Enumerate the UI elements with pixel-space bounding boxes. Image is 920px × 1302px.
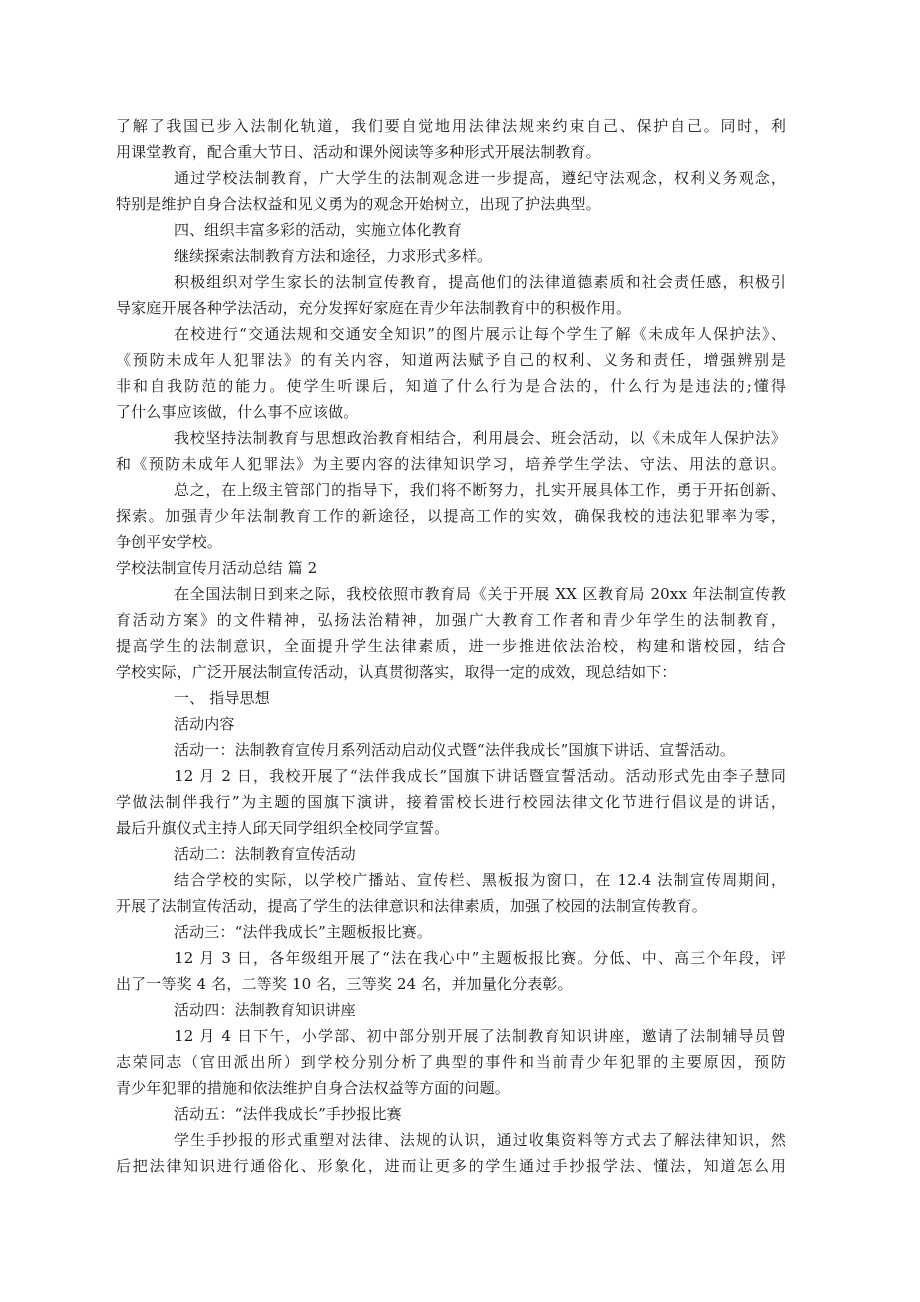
text-line: 后把法律知识进行通俗化、形象化，进而让更多的学生通过手抄报学法、懂法，知道怎么用 [116,1157,786,1175]
text-line: 青少年犯罪的措施和依法维护自身合法权益等方面的问题。 [116,1079,510,1097]
text-line: 用课堂教育，配合重大节日、活动和课外阅读等多种形式开展法制教育。 [116,143,601,161]
text-line: 导家庭开展各种学法活动，充分发挥好家庭在青少年法制教育中的积极作用。 [116,299,632,317]
text-line: 活动三：“法伴我成长”主题板报比赛。 [174,923,433,941]
text-line: 提高学生的法制意识，全面提升学生法律素质，进一步推进依法治校，构建和谐校园，结合 [116,637,786,655]
text-line: 活动四：法制教育知识讲座 [174,1001,356,1019]
text-line: 出了一等奖 4 名，二等奖 10 名，三等奖 24 名，并加量化分表彰。 [116,975,573,993]
text-line: 积极组织对学生家长的法制宣传教育，提高他们的法律道德素质和社会责任感，积极引 [174,273,786,291]
text-line: 活动内容 [174,715,235,733]
text-line: 学生手抄报的形式重塑对法律、法规的认识，通过收集资料等方式去了解法律知识，然 [174,1131,786,1149]
text-line: 非和自我防范的能力。使学生听课后，知道了什么行为是合法的，什么行为是违法的;懂得 [116,377,786,395]
text-line: 学做法制伴我行”为主题的国旗下演讲，接着雷校长进行校园法律文化节进行倡议是的讲话， [116,793,786,811]
text-line: 在校进行“交通法规和交通安全知识”的图片展示让每个学生了解《未成年人保护法》、 [174,325,786,343]
text-line: 活动一：法制教育宣传月系列活动启动仪式暨“法伴我成长”国旗下讲话、宣誓活动。 [174,741,736,759]
text-line: 了什么事应该做，什么事不应该做。 [116,403,359,421]
text-line: 学校法制宣传月活动总结 篇 2 [116,559,318,577]
text-line: 争创平安学校。 [116,533,223,551]
text-line: 开展了法制宣传活动，提高了学生的法律意识和法律素质，加强了校园的法制宣传教育。 [116,897,707,915]
text-line: 通过学校法制教育，广大学生的法制观念进一步提高，遵纪守法观念，权利义务观念， [174,169,786,187]
text-line: 最后升旗仪式主持人邱天同学组织全校同学宣誓。 [116,819,450,837]
text-line: 继续探索法制教育方法和途径，力求形式多样。 [174,247,493,265]
document-body [116,113,786,1179]
text-line: 探索。加强青少年法制教育工作的新途径，以提高工作的实效，确保我校的违法犯罪率为零， [116,507,786,525]
text-line: 12 月 4 日下午，小学部、初中部分别开展了法制教育知识讲座，邀请了法制辅导员曾 [174,1027,786,1045]
text-line: 结合学校的实际，以学校广播站、宣传栏、黑板报为窗口，在 12.4 法制宣传周期间， [174,871,786,889]
text-line: 活动二：法制教育宣传活动 [174,845,356,863]
text-line: 活动五：“法伴我成长”手抄报比赛 [174,1105,402,1123]
text-line: 特别是维护自身合法权益和见义勇为的观念开始树立，出现了护法典型。 [116,195,601,213]
text-line: 12 月 3 日，各年级组开展了“法在我心中”主题板报比赛。分低、中、高三个年段，评 [174,949,786,967]
text-line: 学校实际，广泛开展法制宣传活动，认真贯彻落实，取得一定的成效，现总结如下： [116,663,677,681]
text-line: 了解了我国已步入法制化轨道，我们要自觉地用法律法规来约束自己、保护自己。同时，利 [116,117,786,135]
text-line: 总之，在上级主管部门的指导下，我们将不断努力，扎实开展具体工作，勇于开拓创新、 [174,481,786,499]
text-line: 在全国法制日到来之际，我校依照市教育局《关于开展 XX 区教育局 20xx 年法制宣传教 [174,585,786,603]
text-line: 和《预防未成年人犯罪法》为主要内容的法律知识学习，培养学生学法、守法、用法的意识。 [116,455,786,473]
text-line: 志荣同志（官田派出所）到学校分别分析了典型的事件和当前青少年犯罪的主要原因，预防 [116,1053,786,1071]
text-line: 育活动方案》的文件精神，弘扬法治精神，加强广大教育工作者和青少年学生的法制教育， [116,611,786,629]
text-line: 我校坚持法制教育与思想政治教育相结合，利用晨会、班会活动，以《未成年人保护法》 [174,429,786,447]
text-line: 《预防未成年人犯罪法》的有关内容，知道两法赋予自己的权利、义务和责任，增强辨别是 [116,351,786,369]
text-line: 12 月 2 日，我校开展了“法伴我成长”国旗下讲话暨宣誓活动。活动形式先由李子慧同 [174,767,786,785]
text-line: 一、 指导思想 [174,689,270,707]
text-line: 四、组织丰富多彩的活动，实施立体化教育 [174,221,462,239]
